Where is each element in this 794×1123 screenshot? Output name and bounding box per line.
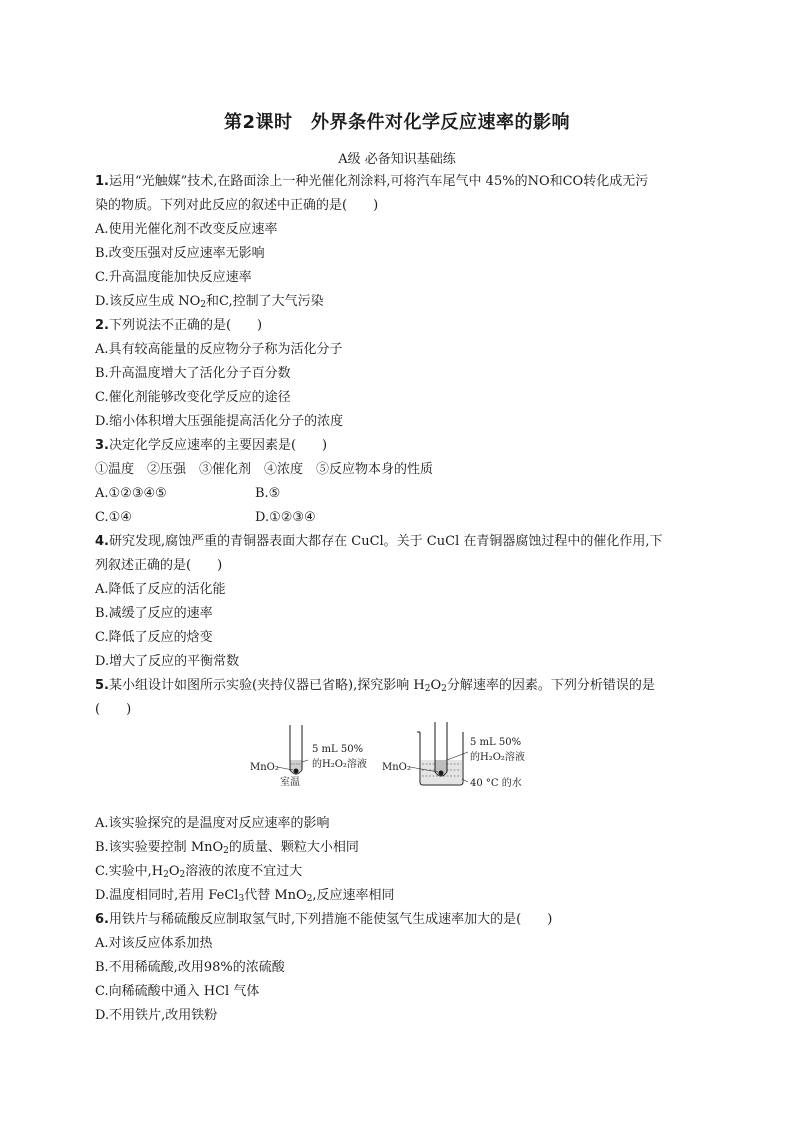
q3-option-c: C.①④ bbox=[95, 510, 132, 525]
q5-c-sub2: 2 bbox=[179, 870, 186, 880]
q2-number: 2. bbox=[95, 318, 109, 333]
q5-c-text: C.实验中,H bbox=[95, 864, 164, 879]
q5-stem: 某小组设计如图所示实验(夹持仪器已省略),探究影响 H bbox=[108, 678, 425, 693]
q1-stem-line1 bbox=[95, 170, 705, 194]
q5-d-text2: ,反应速率相同 bbox=[312, 888, 395, 903]
experiment-figure bbox=[95, 722, 705, 812]
experiment-diagram bbox=[250, 722, 550, 802]
q6-option-c: C.向稀硫酸中通入 HCl 气体 bbox=[95, 984, 260, 999]
q5-b-sub: 2 bbox=[223, 846, 229, 856]
q3-options-ab bbox=[95, 482, 705, 506]
right-mno2-solid bbox=[439, 771, 444, 776]
q5-number: 5. bbox=[95, 678, 109, 693]
q6-option-b: B.不用稀硫酸,改用98%的浓硫酸 bbox=[95, 960, 285, 975]
q4-number: 4. bbox=[95, 534, 109, 549]
q4-option-b: B.减缓了反应的速率 bbox=[95, 606, 213, 621]
q3-factors: ①温度 ②压强 ③催化剂 ④浓度 ⑤反应物本身的性质 bbox=[95, 462, 434, 477]
section-subtitle: A级 必备知识基础练 bbox=[338, 152, 456, 167]
q2-option-d: D.缩小体积增大压强能提高活化分子的浓度 bbox=[95, 414, 344, 429]
q2-stem-line bbox=[95, 314, 705, 338]
q5-b-text: B.该实验要控制 MnO bbox=[95, 840, 224, 855]
q5-stem-line1 bbox=[95, 674, 705, 698]
q5-option-c bbox=[95, 860, 705, 884]
q5-sub2: 2 bbox=[441, 684, 447, 694]
q1-option-a: A.使用光催化剂不改变反应速率 bbox=[95, 222, 278, 237]
q2-option-c: C.催化剂能够改变化学反应的途径 bbox=[95, 390, 291, 405]
q5-b-text2: 的质量、颗粒大小相同 bbox=[228, 840, 359, 855]
q5-stem-line2: ( ) bbox=[95, 702, 132, 717]
q4-option-a: A.降低了反应的活化能 bbox=[95, 582, 226, 597]
right-volume-label: 5 mL 50% bbox=[470, 737, 522, 748]
left-test-tube bbox=[277, 725, 308, 774]
q3-stem-line bbox=[95, 434, 705, 458]
left-solution-label: 的H₂O₂溶液 bbox=[312, 759, 367, 770]
q3-options-cd bbox=[95, 506, 705, 530]
q5-c-mid: O bbox=[168, 864, 180, 879]
q1-option-c: C.升高温度能加快反应速率 bbox=[95, 270, 252, 285]
q3-option-a: A.①②③④⑤ bbox=[95, 486, 167, 501]
q5-sub: 2 bbox=[424, 684, 431, 694]
q1-stem-line2: 染的物质。下列对此反应的叙述中正确的是( ) bbox=[95, 198, 379, 213]
right-condition-label: 40 °C 的水 bbox=[470, 778, 522, 789]
q5-c-sub: 2 bbox=[163, 870, 169, 880]
q1-option-b: B.改变压强对反应速率无影响 bbox=[95, 246, 265, 261]
q6-option-d: D.不用铁片,改用铁粉 bbox=[95, 1008, 218, 1023]
q2-option-b: B.升高温度增大了活化分子百分数 bbox=[95, 366, 291, 381]
q1-stem: 运用“光触媒”技术,在路面涂上一种光催化剂涂料,可将汽车尾气中 45%的NO和CO转化成无污 bbox=[108, 174, 649, 189]
q5-d-mid: 代替 MnO bbox=[244, 888, 307, 903]
q6-stem-line bbox=[95, 908, 705, 932]
right-beaker bbox=[410, 722, 468, 785]
q3-option-b: B.⑤ bbox=[255, 486, 281, 501]
left-reagent-label: MnO₂ bbox=[250, 762, 279, 773]
q5-d-text: D.温度相同时,若用 FeCl bbox=[95, 888, 239, 903]
q5-stem-mid: O bbox=[430, 678, 442, 693]
q6-stem: 用铁片与稀硫酸反应制取氢气时,下列措施不能使氢气生成速率加大的是( ) bbox=[108, 912, 553, 927]
q5-c-text2: 溶液的浓度不宜过大 bbox=[185, 864, 303, 879]
q5-stem-post: 分解速率的因素。下列分析错误的是 bbox=[446, 678, 655, 693]
q4-stem-line1 bbox=[95, 530, 705, 554]
q4-option-c: C.降低了反应的焓变 bbox=[95, 630, 213, 645]
q3-option-d: D.①②③④ bbox=[255, 510, 316, 525]
q1-d-sub: 2 bbox=[200, 300, 206, 310]
q3-number: 3. bbox=[95, 438, 109, 453]
questions bbox=[95, 170, 705, 1028]
q5-d-sub: 3 bbox=[238, 894, 245, 904]
right-solution-label: 的H₂O₂溶液 bbox=[470, 752, 525, 763]
q3-stem: 决定化学反应速率的主要因素是( ) bbox=[108, 438, 328, 453]
q5-d-sub2: 2 bbox=[306, 894, 313, 904]
q4-option-d: D.增大了反应的平衡常数 bbox=[95, 654, 240, 669]
q5-option-d bbox=[95, 884, 705, 908]
q1-option-d bbox=[95, 290, 705, 314]
q6-number: 6. bbox=[95, 912, 109, 927]
q4-stem-line2: 列叙述正确的是( ) bbox=[95, 558, 223, 573]
q2-option-a: A.具有较高能量的反应物分子称为活化分子 bbox=[95, 342, 343, 357]
left-volume-label: 5 mL 50% bbox=[312, 744, 364, 755]
q5-option-b bbox=[95, 836, 705, 860]
left-condition-label: 室温 bbox=[280, 777, 300, 788]
q2-stem: 下列说法不正确的是( ) bbox=[108, 318, 263, 333]
q1-number: 1. bbox=[95, 174, 109, 189]
page-title: 第2课时 外界条件对化学反应速率的影响 bbox=[223, 112, 571, 133]
q4-stem: 研究发现,腐蚀严重的青铜器表面大都存在 CuCl。关于 CuCl 在青铜器腐蚀过程中的催化作用,下 bbox=[108, 534, 663, 549]
q1-d-text: D.该反应生成 NO bbox=[95, 294, 201, 309]
left-mno2-solid bbox=[294, 769, 299, 774]
q6-option-a: A.对该反应体系加热 bbox=[95, 936, 213, 951]
q1-d-text2: 和C,控制了大气污染 bbox=[206, 294, 324, 309]
q5-option-a: A.该实验探究的是温度对反应速率的影响 bbox=[95, 816, 330, 831]
right-reagent-label: MnO₂ bbox=[382, 762, 411, 773]
